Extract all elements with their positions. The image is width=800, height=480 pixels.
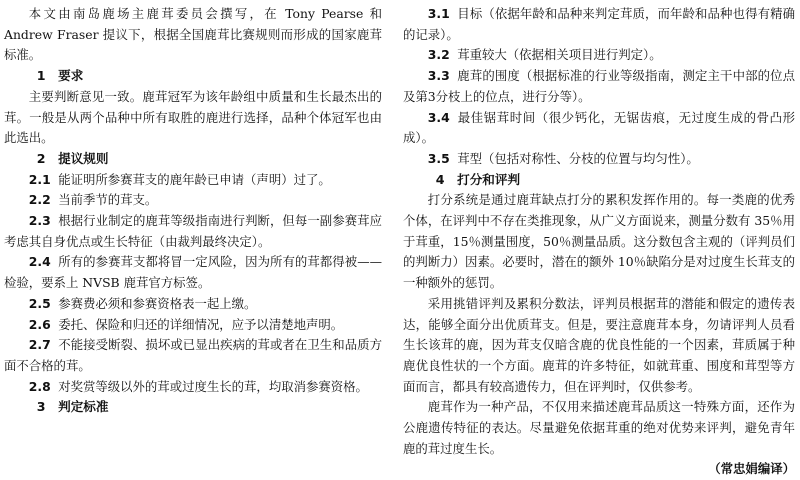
scoring-paragraph-2: 采用挑错评判及累积分数法，评判员根据茸的潜能和假定的遗传表达，能够全面分出优质茸支。但是，要注意鹿茸本身，勿请评判人员看生长该茸的鹿，因为茸支仅暗含鹿的优良性能的一个因素，茸质属于种鹿优良性状的一个方面。鹿茸的许多特征，如就茸重、围度和茸型等方面而言，都具有较高遗传力，但在评判时，仅供参考。 <box>403 295 795 394</box>
requirements-paragraph: 主要判断意见一致。鹿茸冠军为该年龄组中质量和生长最杰出的茸。一般是从两个品种中所有取胜的鹿进行选择，品种个体冠军也由此选出。 <box>4 88 382 146</box>
rule-number: 2.5 <box>28 295 51 311</box>
intro-paragraph: 本文由南岛鹿场主鹿茸委员会撰写，在 Tony Pearse 和 Andrew Fraser 提议下，根据全国鹿茸比赛规则而形成的国家鹿茸标准。 <box>4 6 382 63</box>
criteria-number: 3.3 <box>427 68 450 84</box>
criteria-text: 茸重较大（依据相关项目进行判定）。 <box>457 47 662 63</box>
rule-item <box>4 335 382 376</box>
rule-text: 委托、保险和归还的详细情况，应予以清楚地声明。 <box>58 316 344 332</box>
section-heading-criteria: 3 判定标准 <box>36 399 109 415</box>
rule-text: 所有的参赛茸支都将冒一定风险，因为所有的茸都得被——检验，要系上 NVSB 鹿茸官方标签。 <box>4 254 382 291</box>
section-heading-requirements: 1 要求 <box>36 68 84 84</box>
rule-text: 能证明所参赛茸支的鹿年龄已申请（声明）过了。 <box>58 171 331 187</box>
criteria-text: 最佳锯茸时间（很少钙化，无锯齿痕，无过度生成的骨凸形成）。 <box>403 109 795 146</box>
scoring-paragraph-3: 鹿茸作为一种产品，不仅用来描述鹿茸品质这一特殊方面，还作为公鹿遗传特征的表达。尽量避免依据茸重的绝对优势来评判，避免青年鹿的茸过度生长。 <box>403 399 795 456</box>
section-heading-proposed-rules: 2 提议规则 <box>36 150 109 166</box>
rule-number: 2.7 <box>28 337 51 353</box>
section-heading-scoring: 4 打分和评判 <box>435 171 521 187</box>
rule-item <box>4 315 382 336</box>
rule-text: 对奖赏等级以外的茸或过度生长的茸，均取消参赛资格。 <box>58 378 368 394</box>
rule-text: 不能接受断裂、损坏或已显出疾病的茸或者在卫生和品质方面不合格的茸。 <box>4 337 382 373</box>
rule-number: 2.4 <box>28 254 51 270</box>
rule-item <box>4 170 382 191</box>
criteria-item <box>403 149 795 170</box>
rule-item <box>4 377 382 398</box>
rule-number: 2.1 <box>28 171 51 187</box>
scoring-paragraph-1: 打分系统是通过鹿茸缺点打分的累积发挥作用的。每一类鹿的优秀个体，在评判中不存在类推现象，从广义方面说来，测量分数有 35％用于茸重，15％测量围度，50％测量品质。这分数包含主观的（评判员们的判断力）因素。必要时，潜在的额外 10％缺陷分是对过度生长茸支的一种额外的惩罚。 <box>403 192 795 291</box>
criteria-item <box>403 45 795 66</box>
criteria-number: 3.5 <box>427 150 450 166</box>
criteria-item <box>403 66 795 107</box>
criteria-number: 3.4 <box>427 109 450 125</box>
criteria-item <box>403 108 795 149</box>
rule-item <box>4 252 382 293</box>
left-column <box>4 4 382 418</box>
criteria-text: 鹿茸的围度（根据标准的行业等级指南，测定主干中部的位点及第3分枝上的位点，进行分等）。 <box>403 68 795 104</box>
rule-item <box>4 294 382 315</box>
rule-item <box>4 211 382 252</box>
criteria-number: 3.2 <box>427 47 450 63</box>
translator-signature: （常忠娟编译） <box>708 461 795 477</box>
criteria-text: 茸型（包括对称性、分枝的位置与均匀性）。 <box>457 150 699 166</box>
rule-number: 2.3 <box>28 213 51 229</box>
criteria-text: 目标（依据年龄和品种来判定茸质，而年龄和品种也得有精确的记录）。 <box>403 6 795 42</box>
criteria-item <box>403 4 795 45</box>
right-column <box>403 4 795 480</box>
rule-text: 当前季节的茸支。 <box>58 192 158 208</box>
criteria-number: 3.1 <box>427 6 450 21</box>
rule-number: 2.6 <box>28 316 51 332</box>
rule-text: 参赛费必须和参赛资格表一起上缴。 <box>58 295 257 311</box>
rule-number: 2.2 <box>28 192 51 208</box>
rule-text: 根据行业制定的鹿茸等级指南进行判断，但每一副参赛茸应考虑其自身优点或生长特征（由裁判最终决定）。 <box>4 213 382 249</box>
rule-item <box>4 190 382 211</box>
rule-number: 2.8 <box>28 378 51 394</box>
